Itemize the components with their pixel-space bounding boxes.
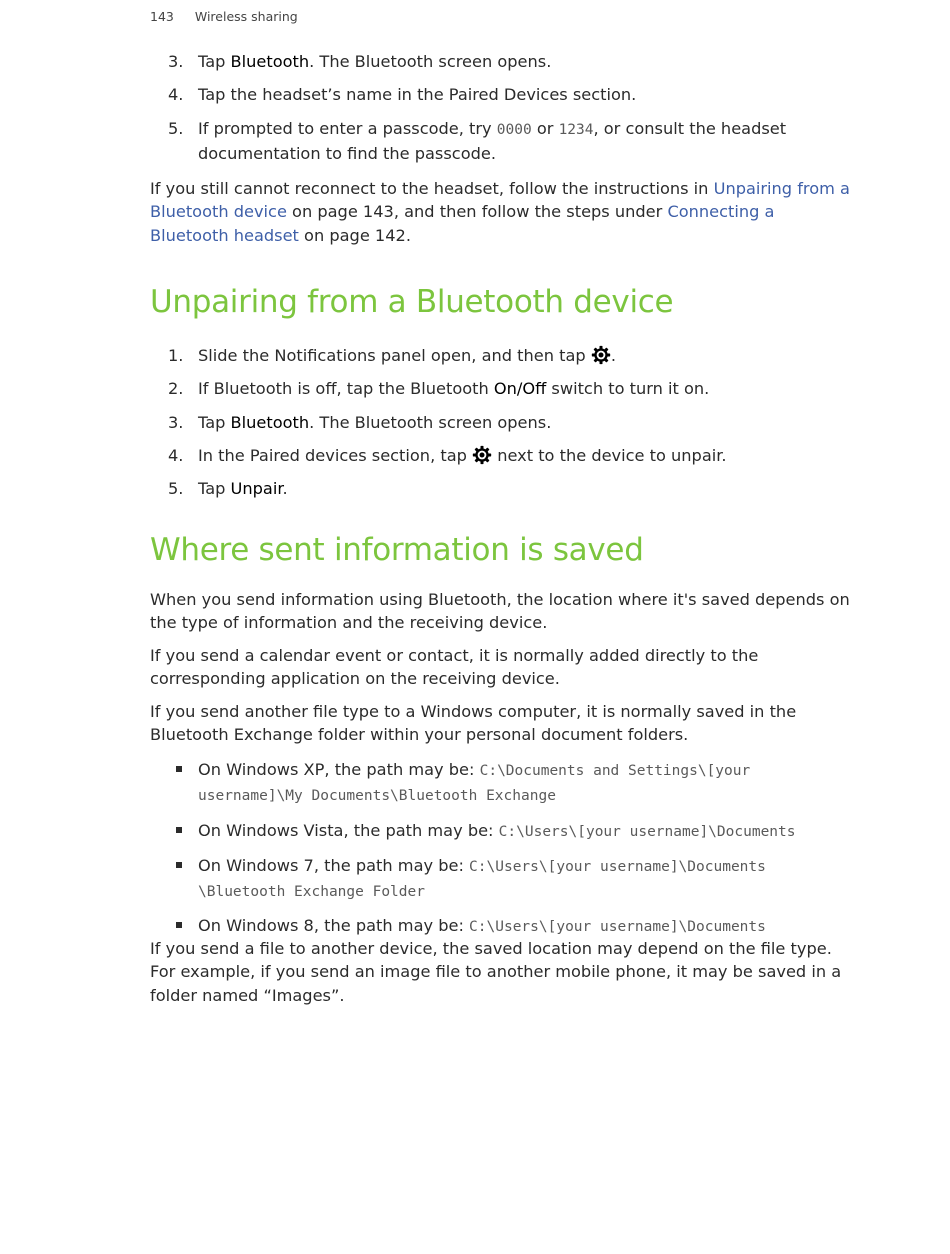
page-number: 143 — [150, 9, 174, 24]
bullet-marker — [176, 922, 182, 928]
step-text: Tap — [198, 479, 231, 499]
list-item — [150, 819, 855, 844]
reconnect-note — [150, 177, 855, 247]
bluetooth-term: Bluetooth — [230, 52, 310, 71]
list-item — [150, 344, 855, 367]
bullet-marker — [176, 766, 182, 772]
step-number: 3. — [168, 412, 184, 432]
step-number: 1. — [168, 346, 184, 365]
step-text: Tap — [198, 412, 231, 432]
bullet-marker — [176, 827, 182, 833]
list-item — [150, 83, 855, 106]
list-item — [150, 50, 855, 73]
list-item — [150, 477, 855, 500]
paragraph: When you send information using Bluetooth, the location where it's saved depends on the type of information and the receiving device. — [150, 590, 850, 633]
unpair-steps-list — [150, 344, 855, 500]
paragraph: If you send a file to another device, the saved location may depend on the file type. For example, if you send an image file to another mobile phone, it may be saved in a folder named “Images”. — [150, 939, 842, 1005]
step-text: , or consult the headset documentation to find the passcode. — [198, 118, 787, 163]
bluetooth-term: Bluetooth — [230, 412, 310, 432]
list-item — [150, 117, 855, 166]
unpairing-link[interactable]: Unpairing from a Bluetooth device — [150, 179, 850, 222]
folder-path: C:\Users\[your username]\Documents \Bluetooth Exchange Folder — [198, 858, 766, 901]
list-item — [150, 854, 855, 905]
connecting-headset-link[interactable]: Connecting a Bluetooth headset — [150, 202, 775, 245]
step-text: . The Bluetooth screen opens. — [309, 412, 552, 432]
step-text: next to the device to unpair. — [492, 445, 727, 465]
settings-gear-icon — [591, 345, 611, 365]
unpairing-heading: Unpairing from a Bluetooth device — [150, 284, 674, 320]
step-number: 2. — [168, 379, 184, 399]
step-text: If Bluetooth is off, tap the Bluetooth — [198, 379, 494, 399]
step-text: . The Bluetooth screen opens. — [309, 52, 552, 71]
bullet-label: On Windows 8, the path may be: — [198, 916, 470, 936]
settings-gear-icon — [472, 445, 492, 465]
saved-info-heading: Where sent information is saved — [150, 532, 644, 568]
folder-path: C:\Users\[your username]\Documents — [469, 919, 766, 936]
step-number: 5. — [168, 479, 184, 499]
bullet-label: On Windows 7, the path may be: — [198, 855, 470, 875]
running-header — [150, 9, 298, 24]
list-item — [150, 758, 855, 809]
step-text: or — [531, 118, 559, 138]
on-off-term: On/Off — [493, 379, 547, 399]
folder-path: C:\Documents and Settings\[your username]\My Documents\Bluetooth Exchange — [198, 763, 751, 805]
step-number: 4. — [168, 85, 184, 105]
unpair-term: Unpair — [230, 479, 283, 499]
step-number: 4. — [168, 445, 184, 465]
passcode-code: 0000 — [496, 121, 532, 138]
folder-path: C:\Users\[your username]\Documents — [498, 823, 796, 840]
step-number: 3. — [168, 52, 184, 71]
note-text: on page 142. — [298, 225, 411, 245]
bullet-label: On Windows XP, the path may be: — [198, 760, 480, 779]
list-item — [150, 377, 855, 400]
note-text: If you still cannot reconnect to the headset, follow the instructions in — [150, 179, 714, 198]
note-text: on page 143, and then follow the steps under — [286, 202, 668, 222]
step-text: Tap the headset’s name in the Paired Devices section. — [198, 85, 637, 105]
bullet-label: On Windows Vista, the path may be: — [198, 820, 499, 840]
step-text: In the Paired devices section, tap — [198, 445, 473, 465]
step-text: switch to turn it on. — [546, 379, 710, 399]
bullet-marker — [176, 862, 182, 868]
list-item — [150, 914, 855, 939]
paragraph: If you send another file type to a Windows computer, it is normally saved in the Bluetooth Exchange folder within your personal document folders. — [150, 702, 797, 745]
step-text: If prompted to enter a passcode, try — [198, 118, 497, 138]
chapter-title: Wireless sharing — [194, 9, 298, 24]
step-text: . — [610, 346, 616, 365]
step-text: . — [282, 479, 288, 499]
step-number: 5. — [168, 118, 184, 138]
step-text: Slide the Notifications panel open, and then tap — [198, 346, 591, 365]
list-item — [150, 444, 855, 467]
list-item — [150, 411, 855, 434]
step-text: Tap — [198, 52, 231, 71]
passcode-code: 1234 — [558, 121, 594, 138]
reconnect-steps-list — [150, 50, 855, 165]
windows-paths-list — [150, 758, 855, 940]
paragraph: If you send a calendar event or contact, it is normally added directly to the corresponding application on the receiving device. — [150, 646, 759, 689]
